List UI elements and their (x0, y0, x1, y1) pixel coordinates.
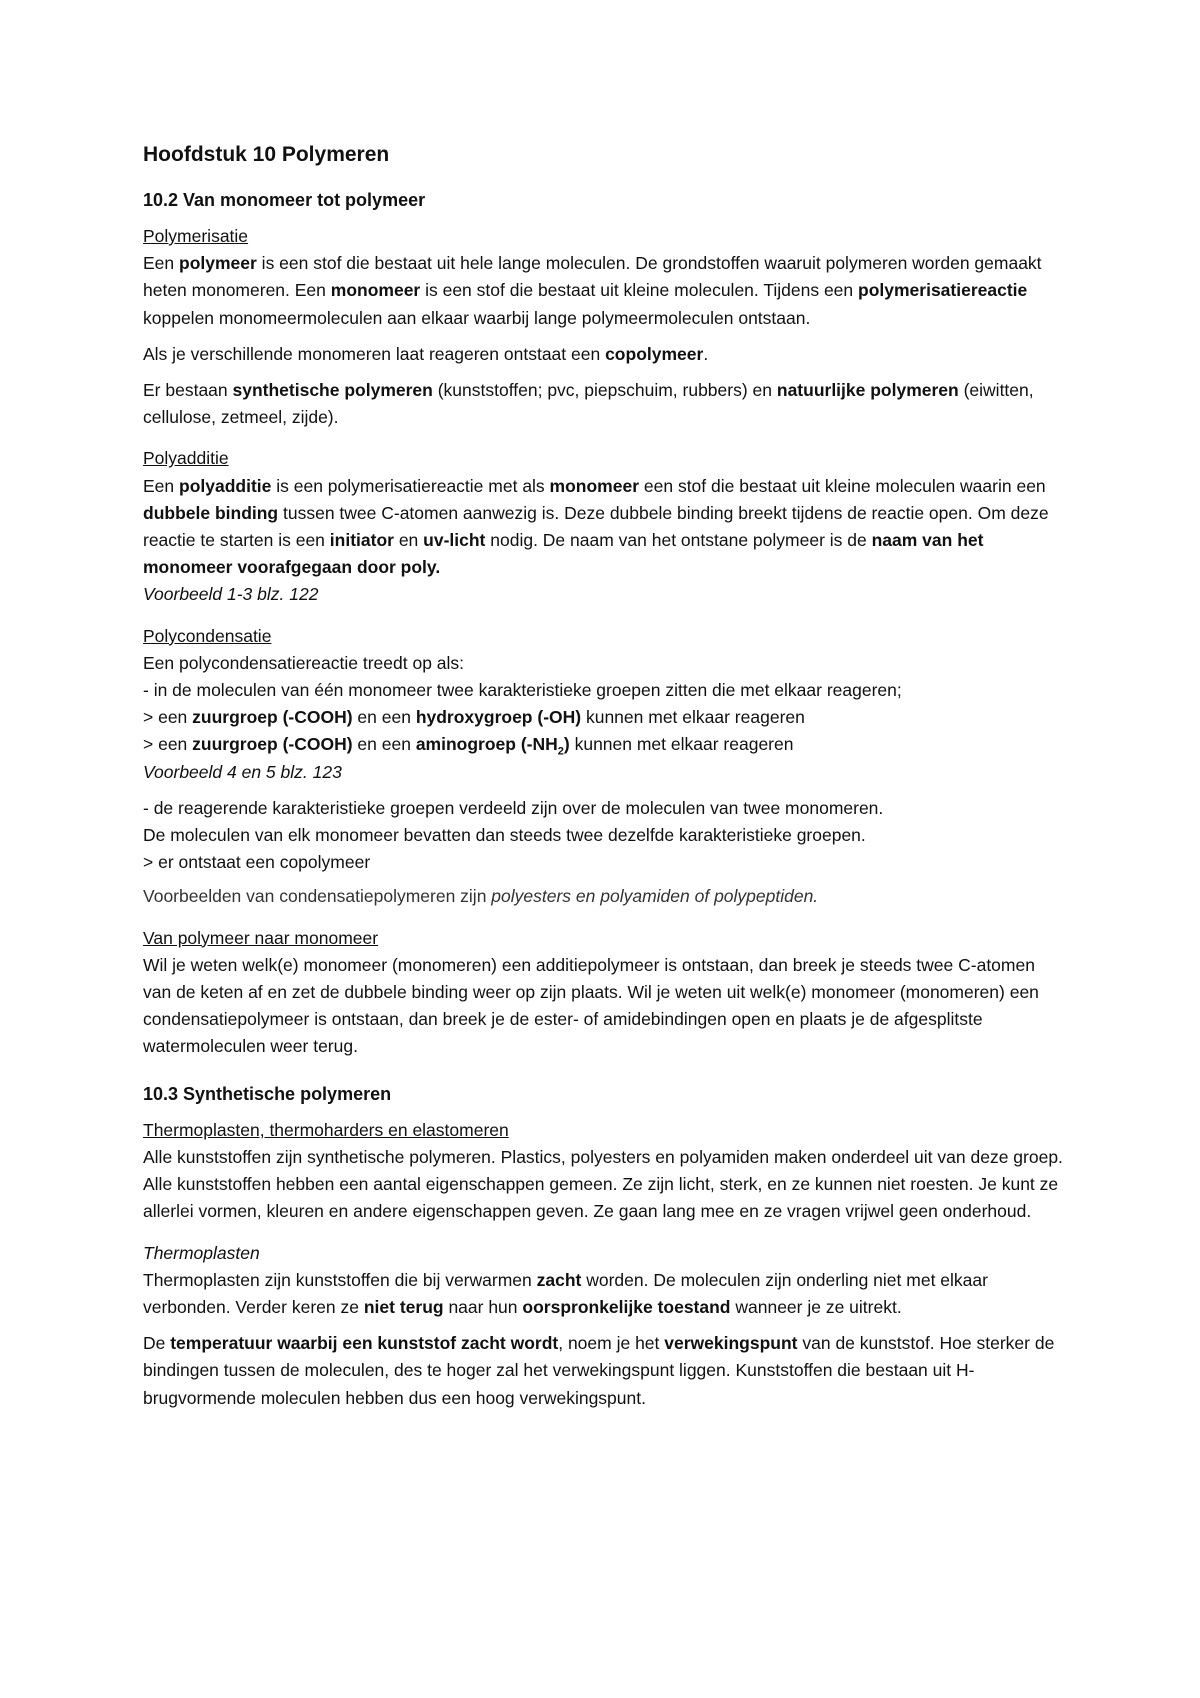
polycondensatie-line-3: > een zuurgroep (-COOH) en een aminogroep $(-NH_2)$ kunnen met elkaar reageren (143, 734, 794, 758)
paragraph-copolymeer: Als je verschillende monomeren laat reageren ontstaat een copolymeer. (143, 343, 709, 364)
paragraph-voorbeelden-condensatiepolymeren: Voorbeelden van condensatiepolymeren zijn polyesters en polyamiden of polypeptiden. (143, 886, 819, 907)
polycondensatie-line-5: De moleculen van elk monomeer bevatten dan steeds twee dezelfde karakteristieke groepen. (143, 825, 866, 846)
polycondensatie-line-6: > er ontstaat een copolymeer (143, 852, 371, 873)
polycondensatie-block (143, 650, 1063, 786)
subhead-polymeer-naar-monomeer: Van polymeer naar monomeer (143, 927, 379, 948)
subhead-polymerisatie: Polymerisatie (143, 226, 249, 246)
polycondensatie-line-4: - de reagerende karakteristieke groepen verdeeld zijn over de moleculen van twee monomeren. (143, 797, 884, 818)
polycondensatie-line-2: > een zuurgroep (-COOH) en een hydroxygroep (-OH) kunnen met elkaar reageren (143, 707, 805, 728)
subhead-polyadditie: Polyadditie (143, 448, 229, 469)
paragraph-polyadditie: Een polyadditie is een polymerisatiereactie met als monomeer een stof die bestaat uit kleine moleculen waarin een dubbele binding tussen twee C-atomen aanwezig is. Deze dubbele binding breekt tijdens de reactie open. Om deze reactie te starten is een initiator en uv-licht nodig. De naam van het ontstane polymeer is de naam van het monomeer voorafgegaan door poly. (143, 475, 1049, 578)
subhead-polycondensatie: Polycondensatie (143, 625, 272, 646)
document-page (143, 140, 1063, 1421)
section-heading-10-2: 10.2 Van monomeer tot polymeer (143, 190, 426, 210)
paragraph-thermoplasten: Thermoplasten zijn kunststoffen die bij verwarmen zacht worden. De moleculen zijn onderling niet met elkaar verbonden. Verder keren ze niet terug naar hun oorspronkelijke toestand wanneer je ze uitrekt. (143, 1269, 988, 1317)
polycondensatie-line-1: - in de moleculen van één monomeer twee karakteristieke groepen zitten die met elkaar reageren; (143, 680, 902, 701)
polycondensatie-intro: Een polycondensatiereactie treedt op als: (143, 652, 465, 673)
paragraph-polymerisatie-1: Een polymeer is een stof die bestaat uit hele lange moleculen. De grondstoffen waaruit polymeren worden gemaakt heten monomeren. Een monomeer is een stof die bestaat uit kleine moleculen. Tijdens een polymerisatiereactie koppelen monomeermoleculen aan elkaar waarbij lange polymeermoleculen ontstaan. (143, 253, 1042, 328)
paragraph-polymeer-naar-monomeer: Wil je weten welk(e) monomeer (monomeren) een additiepolymeer is ontstaan, dan breek je steeds twee C-atomen van de keten af en zet de dubbele binding weer op zijn plaats. Wil je weten uit welk(e) monomeer (monomeren) een condensatiepolymeer is ontstaan, dan breek je de ester- of amidebindingen open en plaats je de afgesplitste watermoleculen weer terug. (143, 954, 1039, 1057)
section-heading-10-3: 10.3 Synthetische polymeren (143, 1083, 392, 1104)
chapter-title: Hoofdstuk 10 Polymeren (143, 143, 390, 166)
polycondensatie-block-2 (143, 795, 1063, 877)
paragraph-kunststoffen: Alle kunststoffen zijn synthetische polymeren. Plastics, polyesters en polyamiden maken onderdeel uit van deze groep. Alle kunststoffen hebben een aantal eigenschappen gemeen. Ze zijn licht, sterk, en ze kunnen niet roesten. Je kunt ze allerlei vormen, kleuren en andere eigenschappen geven. Ze gaan lang mee en ze vragen vrijwel geen onderhoud. (143, 1146, 1063, 1222)
reference-voorbeeld-1-3: Voorbeeld 1-3 blz. 122 (143, 584, 319, 605)
subhead-thermoplasten-thermoharders: Thermoplasten, thermoharders en elastomeren (143, 1119, 509, 1140)
subhead-thermoplasten: Thermoplasten (143, 1242, 260, 1263)
paragraph-synthetisch-natuurlijk: Er bestaan synthetische polymeren (kunststoffen; pvc, piepschuim, rubbers) en natuurlijke polymeren (eiwitten, cellulose, zetmeel, zijde). (143, 380, 1034, 428)
paragraph-verwekingspunt: De temperatuur waarbij een kunststof zacht wordt, noem je het verwekingspunt van de kunststof. Hoe sterker de bindingen tussen de moleculen, des te hoger zal het verwekingspunt liggen. Kunststoffen die bestaan uit H-brugvormende moleculen hebben dus een hoog verwekingspunt. (143, 1333, 1055, 1408)
reference-voorbeeld-4-5: Voorbeeld 4 en 5 blz. 123 (143, 761, 342, 782)
